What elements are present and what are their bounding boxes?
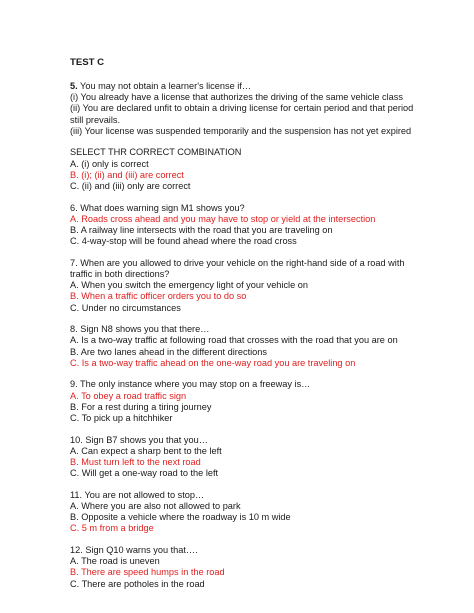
correct-answer-option: B. When a traffic officer orders you to do so — [70, 291, 247, 302]
answer-option: A. When you switch the emergency light of your vehicle on — [70, 280, 308, 291]
question-stem-continued: traffic in both directions? — [70, 269, 170, 280]
correct-answer-option: A. To obey a road traffic sign — [70, 390, 187, 401]
answer-option: A. Can expect a sharp bent to the left — [70, 445, 222, 456]
question-7 — [70, 258, 470, 314]
question-stem: 8. Sign N8 shows you that there… — [70, 324, 210, 335]
combination-block — [70, 147, 470, 192]
question-5 — [70, 81, 470, 137]
question-stem: 6. What does warning sign M1 shows you? — [70, 202, 245, 213]
question-12 — [70, 545, 470, 590]
question-stem: 7. When are you allowed to drive your vehicle on the right-hand side of a road with — [70, 257, 405, 268]
question-10 — [70, 435, 470, 480]
correct-answer-option: A. Roads cross ahead and you may have to stop or yield at the intersection — [70, 213, 376, 224]
question-stem: 9. The only instance where you may stop on a freeway is… — [70, 379, 311, 390]
statement-item: (ii) You are declared unfit to obtain a driving license for certain period and that period — [70, 103, 414, 114]
answer-option: B. Are two lanes ahead in the different directions — [70, 346, 267, 357]
answer-option: A. (i) only is correct — [70, 158, 149, 169]
answer-option: A. Where you are also not allowed to park — [70, 501, 241, 512]
answer-option: C. To pick up a hitchhiker — [70, 413, 173, 424]
answer-option: C. (ii) and (iii) only are correct — [70, 181, 191, 192]
question-text: You may not obtain a learner's license if… — [77, 81, 252, 91]
test-title: TEST C — [70, 57, 105, 68]
answer-option: A. The road is uneven — [70, 556, 160, 567]
question-8 — [70, 324, 470, 369]
statement-item: (i) You already have a license that authorizes the driving of the same vehicle class — [70, 92, 403, 103]
answer-option: A. Is a two-way traffic at following road that crosses with the road that you are on — [70, 335, 398, 346]
answer-option: C. Under no circumstances — [70, 302, 181, 313]
answer-option: C. Will get a one-way road to the left — [70, 468, 219, 479]
statement-item: still prevails. — [70, 114, 121, 125]
question-6 — [70, 203, 470, 248]
question-9 — [70, 379, 470, 424]
correct-answer-option: B. Must turn left to the next road — [70, 457, 201, 468]
question-number: 5. — [70, 81, 78, 91]
question-stem: 10. Sign B7 shows you that you… — [70, 434, 208, 445]
statement-item: (iii) Your license was suspended temporarily and the suspension has not yet expired — [70, 125, 412, 136]
answer-option: B. For a rest during a tiring journey — [70, 401, 212, 412]
answer-option: B. Opposite a vehicle where the roadway is 10 m wide — [70, 512, 291, 523]
answer-option: C. 4-way-stop will be found ahead where the road cross — [70, 236, 297, 247]
answer-option: B. A railway line intersects with the road that you are traveling on — [70, 225, 333, 236]
correct-answer-option: B. There are speed humps in the road — [70, 567, 225, 578]
answer-option: C. There are potholes in the road — [70, 578, 205, 589]
correct-answer-option: B. (i); (ii) and (iii) are correct — [70, 169, 184, 180]
correct-answer-option: C. 5 m from a bridge — [70, 523, 154, 534]
question-stem: 11. You are not allowed to stop… — [70, 489, 205, 500]
question-stem: 12. Sign Q10 warns you that…. — [70, 545, 198, 556]
question-11 — [70, 490, 470, 535]
combination-heading: SELECT THR CORRECT COMBINATION — [70, 147, 242, 158]
correct-answer-option: C. Is a two-way traffic ahead on the one-way road you are traveling on — [70, 357, 356, 368]
question-stem — [70, 81, 470, 92]
document-page — [70, 57, 470, 600]
